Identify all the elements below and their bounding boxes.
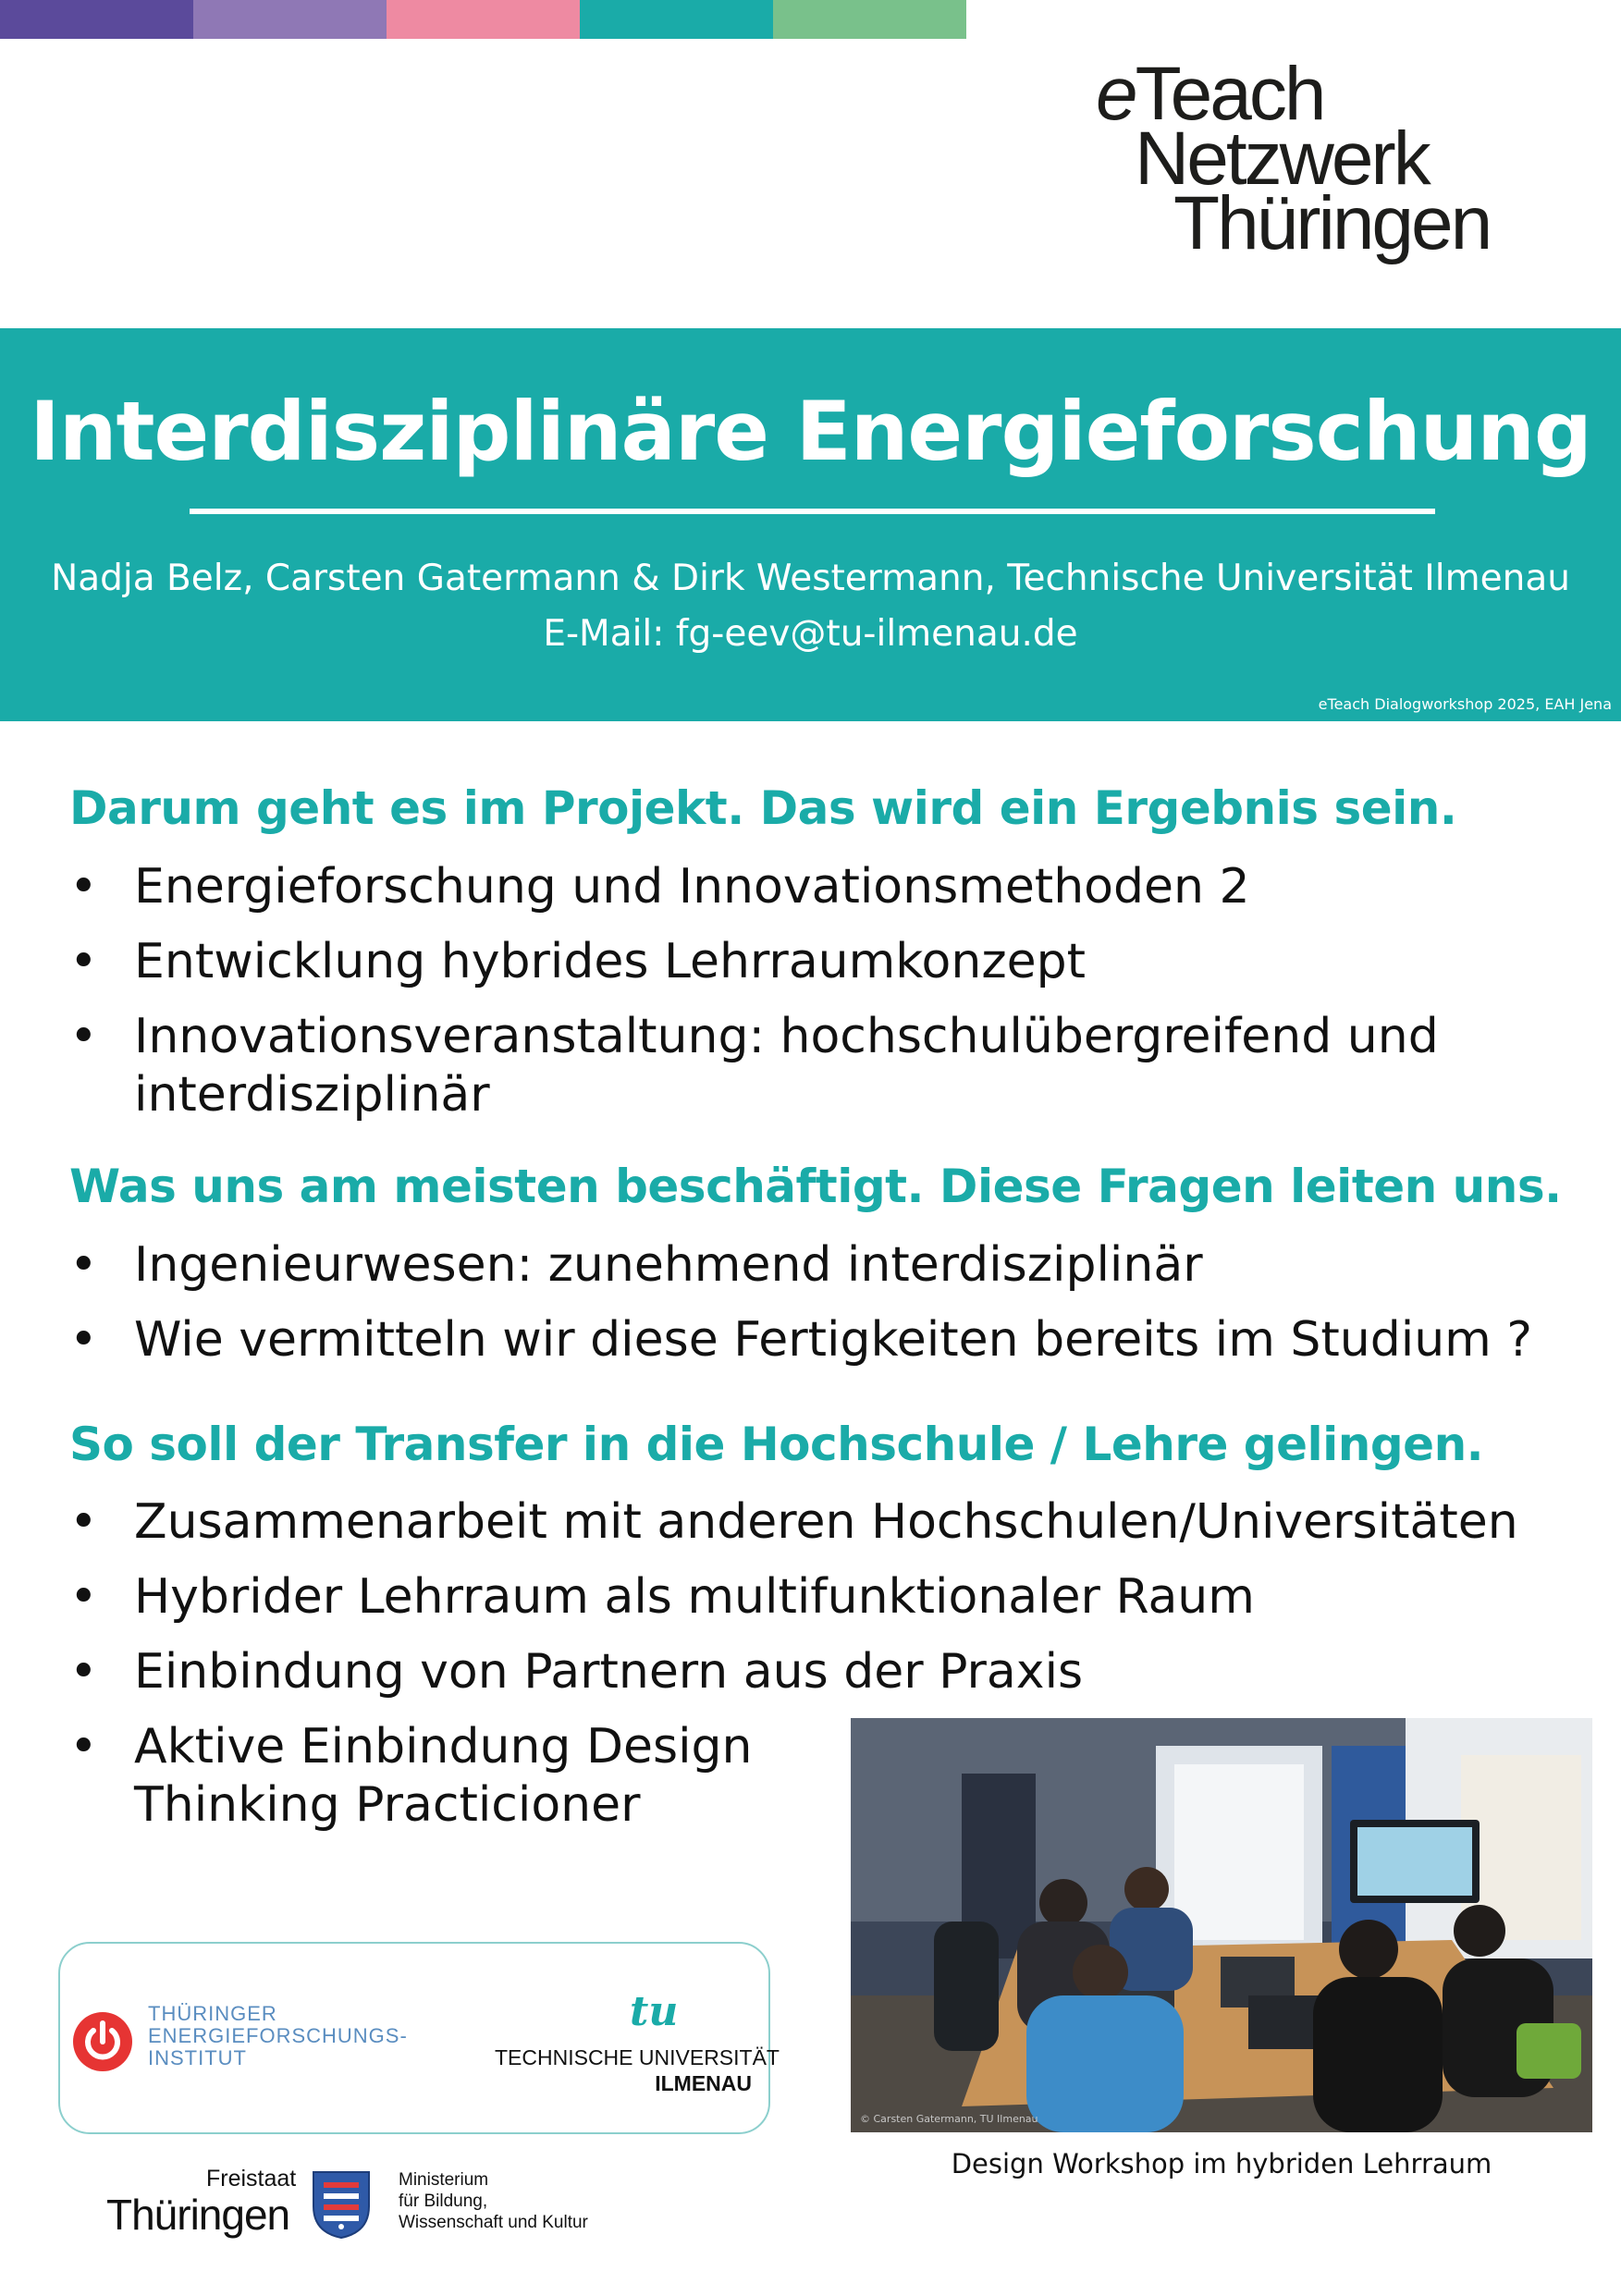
logo-line-3: Thüringen	[1173, 181, 1491, 265]
bullet-text: Energieforschung und Innovationsmethoden 2	[134, 859, 1250, 915]
stripe-segment	[0, 0, 193, 39]
bullet-text: Ingenieurwesen: zunehmend interdisziplinär	[134, 1237, 1203, 1293]
section-heading-project: Darum geht es im Projekt. Das wird ein Ergebnis sein.	[69, 781, 1457, 835]
ministry-text	[399, 2169, 588, 2233]
ministry-line: Ministerium	[399, 2170, 489, 2190]
ministry-thueringen: Thüringen	[106, 2191, 290, 2239]
logo-teach: Teach	[1135, 52, 1324, 136]
power-symbol	[73, 2012, 132, 2071]
page-title: Interdisziplinäre Energieforschung	[30, 384, 1591, 479]
ministry-logo	[106, 2164, 624, 2265]
partner-logos-box	[58, 1942, 780, 2134]
tefi-line: INSTITUT	[148, 2046, 247, 2069]
bullet-text: Einbindung von Partnern aus der Praxis	[134, 1644, 1084, 1700]
bullet-dot: •	[69, 1312, 98, 1368]
color-stripe	[0, 0, 966, 39]
bullet-text: interdisziplinär	[134, 1067, 490, 1123]
bullet-text: Innovationsveranstaltung: hochschulübergreifend und	[134, 1009, 1439, 1064]
event-label: eTeach Dialogworkshop 2025, EAH Jena	[1318, 695, 1612, 713]
tefi-line: THÜRINGER	[148, 2002, 277, 2025]
section-heading-transfer: So soll der Transfer in die Hochschule / Lehre gelingen.	[69, 1418, 1484, 1471]
workshop-photo-illustration	[851, 1718, 1592, 2132]
bullet-dot: •	[69, 859, 98, 915]
stripe-segment	[387, 0, 580, 39]
tu-mark-icon: tu	[630, 1988, 679, 2035]
bullet-dot: •	[69, 1719, 98, 1774]
header-band	[0, 328, 1621, 721]
photo-caption: Design Workshop im hybriden Lehrraum	[951, 2148, 1492, 2179]
eteach-logo	[1091, 51, 1498, 273]
bullet-dot: •	[69, 1569, 98, 1625]
ministry-line: für Bildung,	[399, 2192, 488, 2211]
photo-credit: © Carsten Gatermann, TU Ilmenau	[860, 2113, 1038, 2125]
tu-line-2: ILMENAU	[655, 2071, 752, 2095]
bullet-dot: •	[69, 1644, 98, 1700]
coat-of-arms-icon	[311, 2169, 372, 2240]
bullet-dot: •	[69, 934, 98, 989]
workshop-photo	[851, 1718, 1592, 2132]
bullet-dot: •	[69, 1009, 98, 1064]
bullet-text: Aktive Einbindung Design	[134, 1719, 753, 1774]
title-rule	[190, 509, 1435, 514]
bullet-text: Zusammenarbeit mit anderen Hochschulen/Universitäten	[134, 1494, 1518, 1550]
tefi-line: ENERGIEFORSCHUNGS-	[148, 2024, 408, 2047]
bullet-dot: •	[69, 1494, 98, 1550]
stripe-segment	[193, 0, 387, 39]
power-icon	[73, 2012, 132, 2071]
tefi-logo-text	[148, 2003, 408, 2069]
ministry-line: Wissenschaft und Kultur	[399, 2213, 588, 2232]
bullet-text: Hybrider Lehrraum als multifunktionaler Raum	[134, 1569, 1255, 1625]
bullet-text: Wie vermitteln wir diese Fertigkeiten bereits im Studium ?	[134, 1312, 1532, 1368]
bullet-dot: •	[69, 1237, 98, 1293]
logo-line-2: Netzwerk	[1135, 117, 1429, 201]
bullet-text: Thinking Practicioner	[134, 1777, 641, 1833]
section-heading-questions: Was uns am meisten beschäftigt. Diese Fragen leiten uns.	[69, 1160, 1562, 1213]
logo-e: e	[1096, 52, 1136, 136]
bullet-text: Entwicklung hybrides Lehrraumkonzept	[134, 934, 1087, 989]
stripe-segment	[580, 0, 773, 39]
authors: Nadja Belz, Carsten Gatermann & Dirk Westermann, Technische Universität Ilmenau	[51, 558, 1570, 599]
stripe-segment	[773, 0, 966, 39]
email-line: E-Mail: fg-eev@tu-ilmenau.de	[543, 613, 1078, 655]
tu-ilmenau-logo	[495, 1988, 780, 2118]
ministry-freistaat: Freistaat	[206, 2166, 297, 2192]
tu-line-1: TECHNISCHE UNIVERSITÄT	[495, 2045, 780, 2069]
